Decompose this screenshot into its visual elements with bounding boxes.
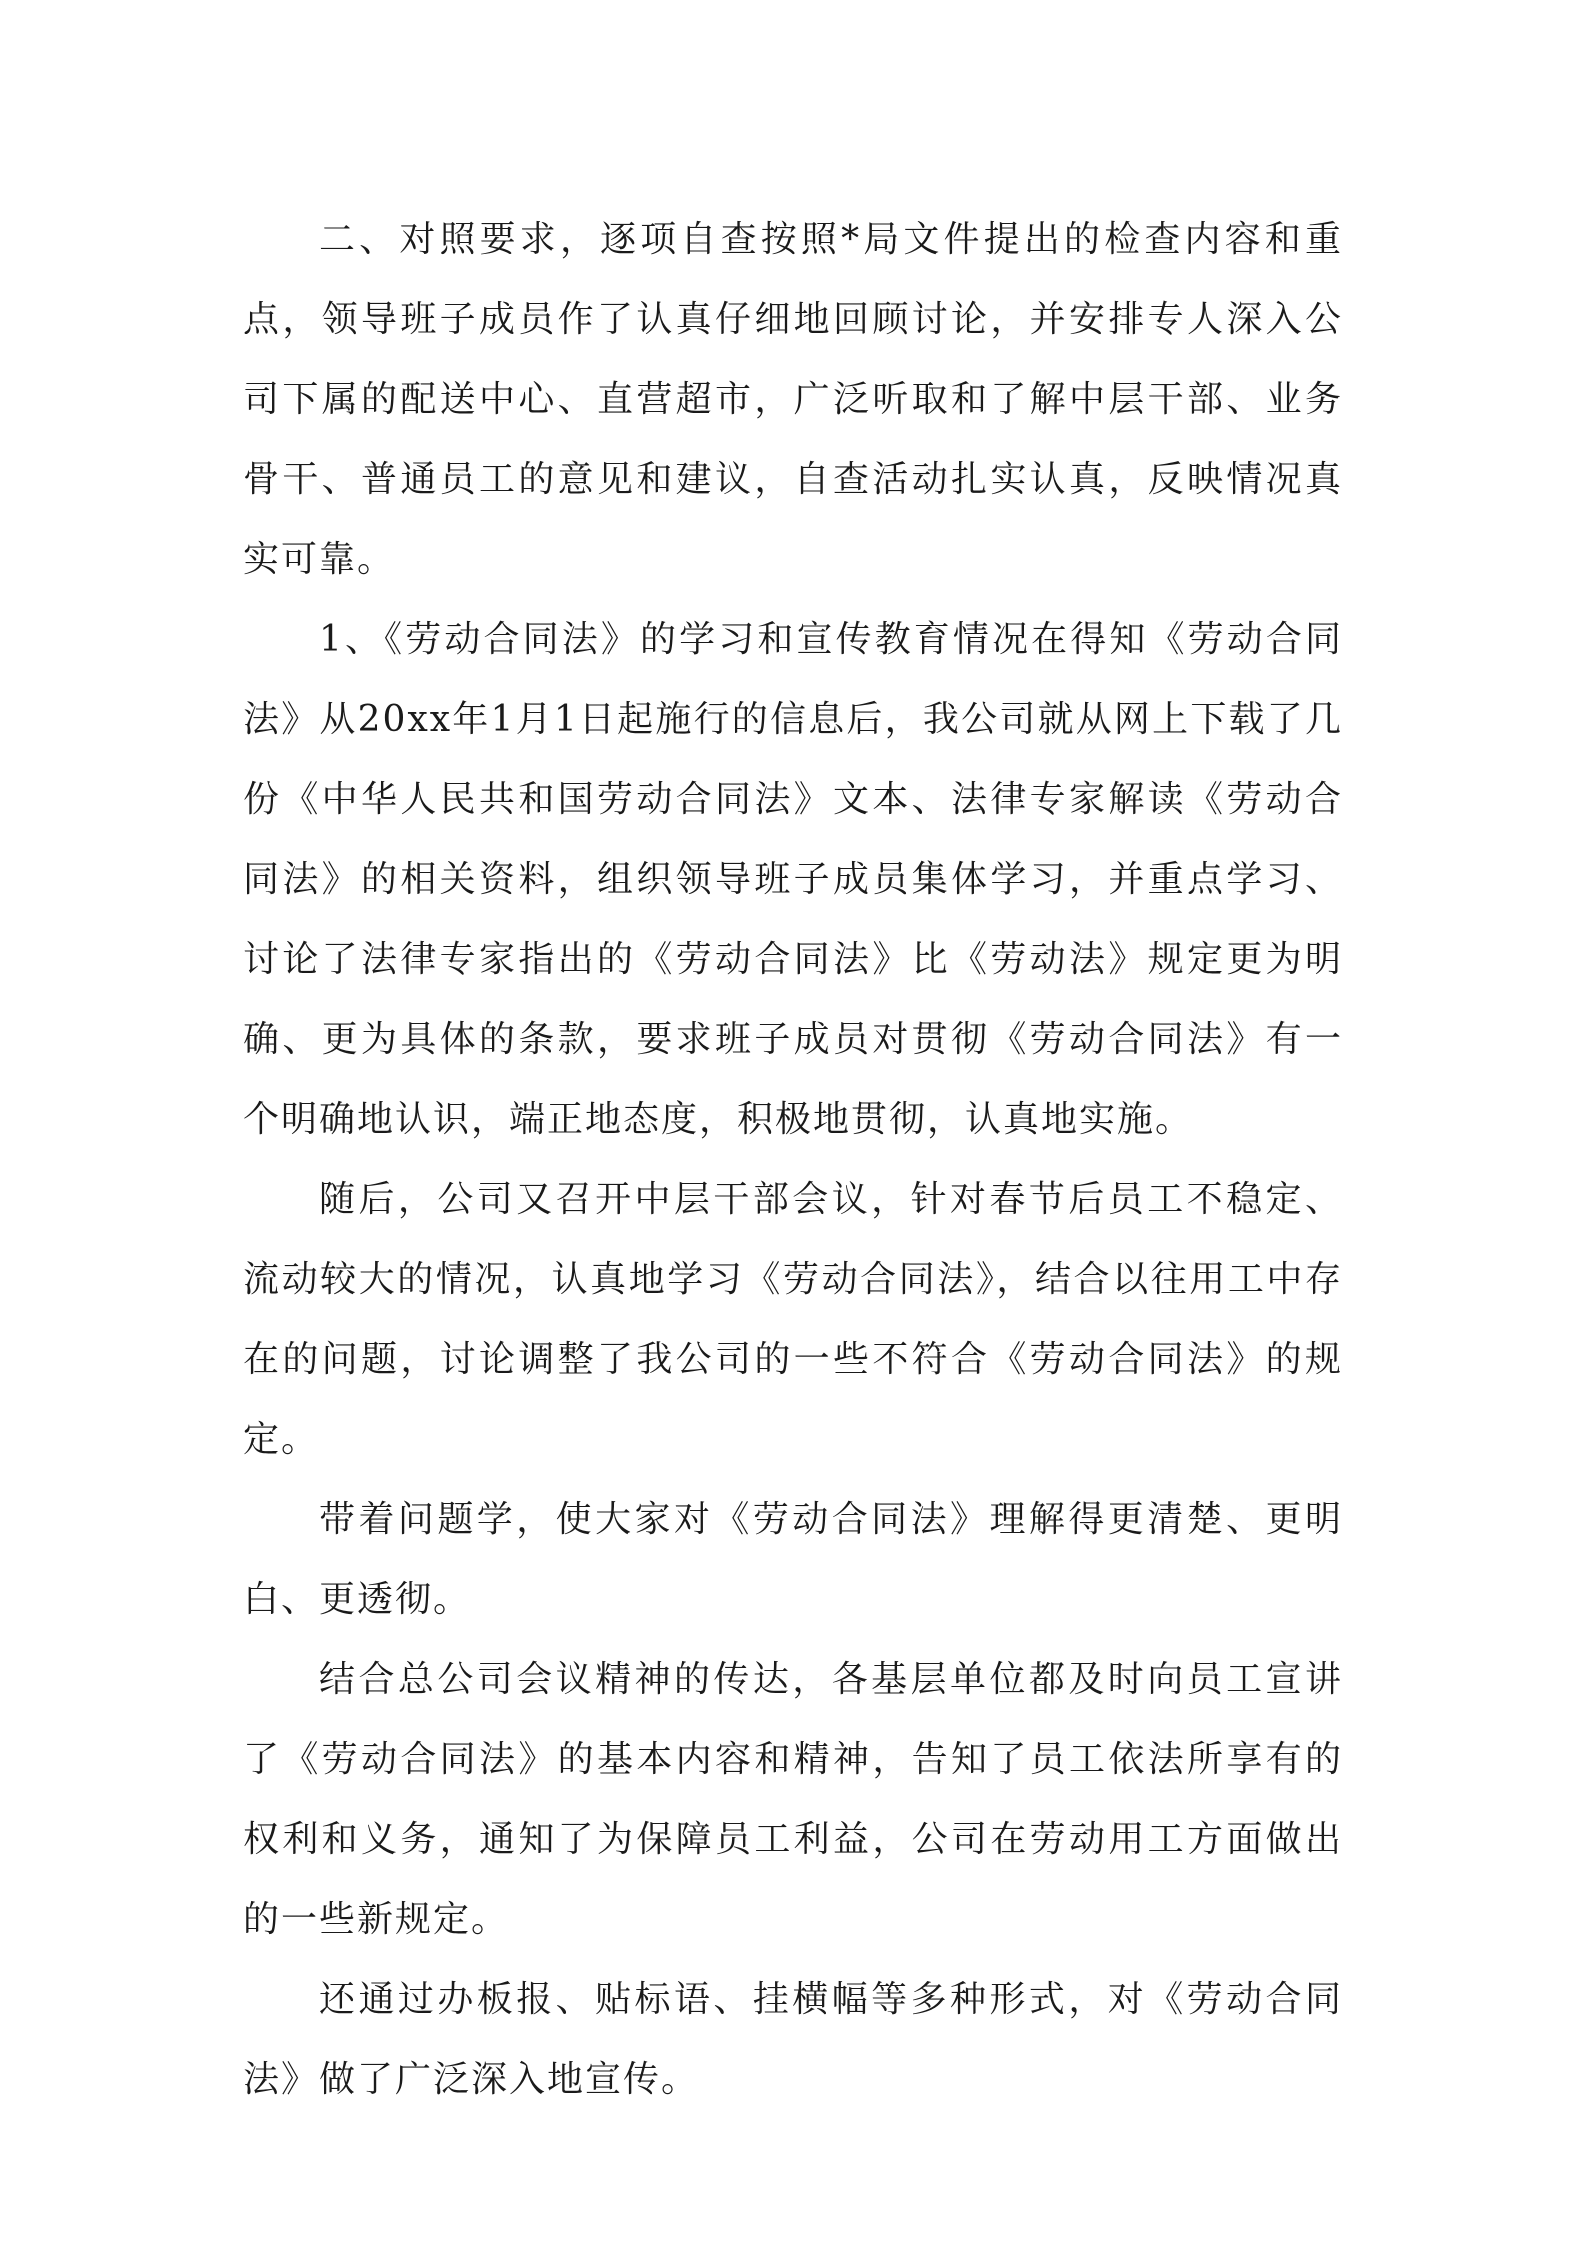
document-body [243, 200, 1343, 2120]
paragraph-self-check: 二、对照要求，逐项自查按照*局文件提出的检查内容和重点，领导班子成员作了认真仔细地回顾讨论，并安排专人深入公司下属的配送中心、直营超市，广泛听取和了解中层干部、业务骨干、普通员工的意见和建议，自查活动扎实认真，反映情况真实可靠。 [243, 219, 1343, 580]
paragraph-propaganda-forms: 还通过办板报、贴标语、挂横幅等多种形式，对《劳动合同法》做了广泛深入地宣传。 [243, 1979, 1343, 2100]
paragraph-learn-with-questions: 带着问题学，使大家对《劳动合同法》理解得更清楚、更明白、更透彻。 [243, 1499, 1343, 1620]
paragraph-middle-managers-meeting: 随后，公司又召开中层干部会议，针对春节后员工不稳定、流动较大的情况，认真地学习《劳动合同法》，结合以往用工中存在的问题，讨论调整了我公司的一些不符合《劳动合同法》的规定。 [243, 1179, 1343, 1460]
paragraph-publicize-to-staff: 结合总公司会议精神的传达，各基层单位都及时向员工宣讲了《劳动合同法》的基本内容和精神，告知了员工依法所享有的权利和义务，通知了为保障员工利益，公司在劳动用工方面做出的一些新规定。 [243, 1659, 1343, 1940]
paragraph-study-education: 1、《劳动合同法》的学习和宣传教育情况在得知《劳动合同法》从20xx年1月1日起施行的信息后，我公司就从网上下载了几份《中华人民共和国劳动合同法》文本、法律专家解读《劳动合同法》的相关资料，组织领导班子成员集体学习，并重点学习、讨论了法律专家指出的《劳动合同法》比《劳动法》规定更为明确、更为具体的条款，要求班子成员对贯彻《劳动合同法》有一个明确地认识，端正地态度，积极地贯彻，认真地实施。 [243, 619, 1343, 1140]
